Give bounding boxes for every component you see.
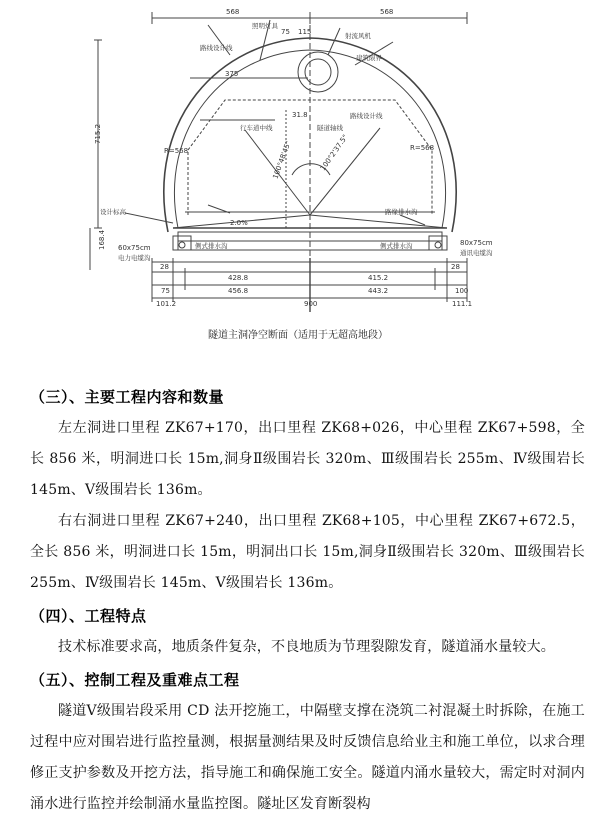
dim-top-left: 568 (226, 8, 240, 16)
label-lighting: 照明灯具 (252, 22, 278, 30)
label-road-line: 路线设计线 (350, 112, 383, 120)
dim-100: 100 (455, 287, 469, 295)
dim-375: 375 (225, 70, 239, 78)
dim-111-1: 111.1 (452, 300, 473, 308)
label-side-drain: 路缘排水沟 (385, 208, 418, 216)
section-3-paragraph-1: 左左洞进口里程 ZK67+170，出口里程 ZK68+026，中心里程 ZK67+598，全长 856 米，明洞进口长 15m,洞身Ⅱ级围岩长 320m、Ⅲ级围岩长 255m、Ⅳ级围岩长 145m、Ⅴ级围岩长 136m。 (30, 420, 585, 498)
section-5-heading: （五）、控制工程及重难点工程 (30, 671, 240, 689)
dim-28-right: 28 (451, 263, 460, 271)
dim-101-2: 101.2 (156, 300, 177, 308)
label-jet-fan: 射流风机 (345, 32, 371, 40)
dim-456-8: 456.8 (228, 287, 249, 295)
tunnel-cross-section-drawing (60, 0, 550, 365)
dim-r-right: R=568 (410, 144, 435, 152)
label-lane-center: 行车道中线 (240, 124, 273, 132)
section-3-paragraph-2: 右右洞进口里程 ZK67+240，出口里程 ZK68+105，中心里程 ZK67+672.5，全长 856 米，明洞进口长 15m，明洞出口长 15m,洞身Ⅱ级围岩长 320m、Ⅲ级围岩长 255m、Ⅳ级围岩长 145m、Ⅴ级围岩长 136m。 (30, 513, 585, 591)
label-cable-left: 电力电缆沟 (118, 254, 151, 262)
label-design-elevation: 设计标高 (100, 208, 126, 216)
dim-r-left: R=568 (164, 147, 189, 155)
label-building-limit: 建筑限界 (356, 54, 382, 62)
dim-slope: 2.0% (230, 219, 248, 227)
section-3-heading: （三）、主要工程内容和数量 (30, 388, 225, 406)
dim-base-left: 60x75cm (118, 244, 151, 252)
dim-31-8: 31.8 (292, 111, 308, 119)
dim-115: 115 (298, 28, 312, 36)
dim-900: 900 (304, 300, 318, 308)
dim-top-right: 568 (380, 8, 394, 16)
dim-443-2: 443.2 (368, 287, 389, 295)
dim-168-4: 168.4 (98, 229, 106, 250)
dim-415-2: 415.2 (368, 274, 389, 282)
dim-28-left: 28 (160, 263, 169, 271)
label-drain-right: 侧式排水沟 (380, 242, 413, 250)
label-cable-right: 通讯电缆沟 (460, 249, 493, 257)
section-4-heading: （四）、工程特点 (30, 607, 147, 625)
dim-angle-left: 100°48'45" (271, 139, 293, 180)
figure-caption: 隧道主洞净空断面（适用于无超高地段） (208, 330, 388, 341)
section-4-paragraph-1: 技术标准要求高，地质条件复杂，不良地质为节理裂隙发育，隧道涌水量较大。 (58, 639, 555, 655)
section-5-paragraph-1: 隧道Ⅴ级围岩段采用 CD 法开挖施工，中隔壁支撑在浇筑二衬混凝土时拆除，在施工过程中应对围岩进行监控量测，根据量测结果及时反馈信息给业主和施工单位，以求合理修正支护参数及开挖方法，指导施工和确保施工安全。隧道内涌水量较大，需定时对洞内涌水进行监控并绘制涌水量监控图。隧址区发育断裂构 (30, 703, 585, 812)
dim-angle-right: 100°2'37.5" (318, 133, 350, 173)
dim-715-2: 715.2 (94, 123, 102, 144)
dim-base-right: 80x75cm (460, 239, 493, 247)
dim-75: 75 (281, 28, 290, 36)
dim-428-8: 428.8 (228, 274, 249, 282)
dim-75-bottom: 75 (161, 287, 170, 295)
label-road-design-line: 路线设计线 (200, 44, 233, 52)
document-body (30, 380, 585, 820)
label-tunnel-axis: 隧道轴线 (317, 124, 343, 132)
label-drain-left: 侧式排水沟 (195, 242, 228, 250)
